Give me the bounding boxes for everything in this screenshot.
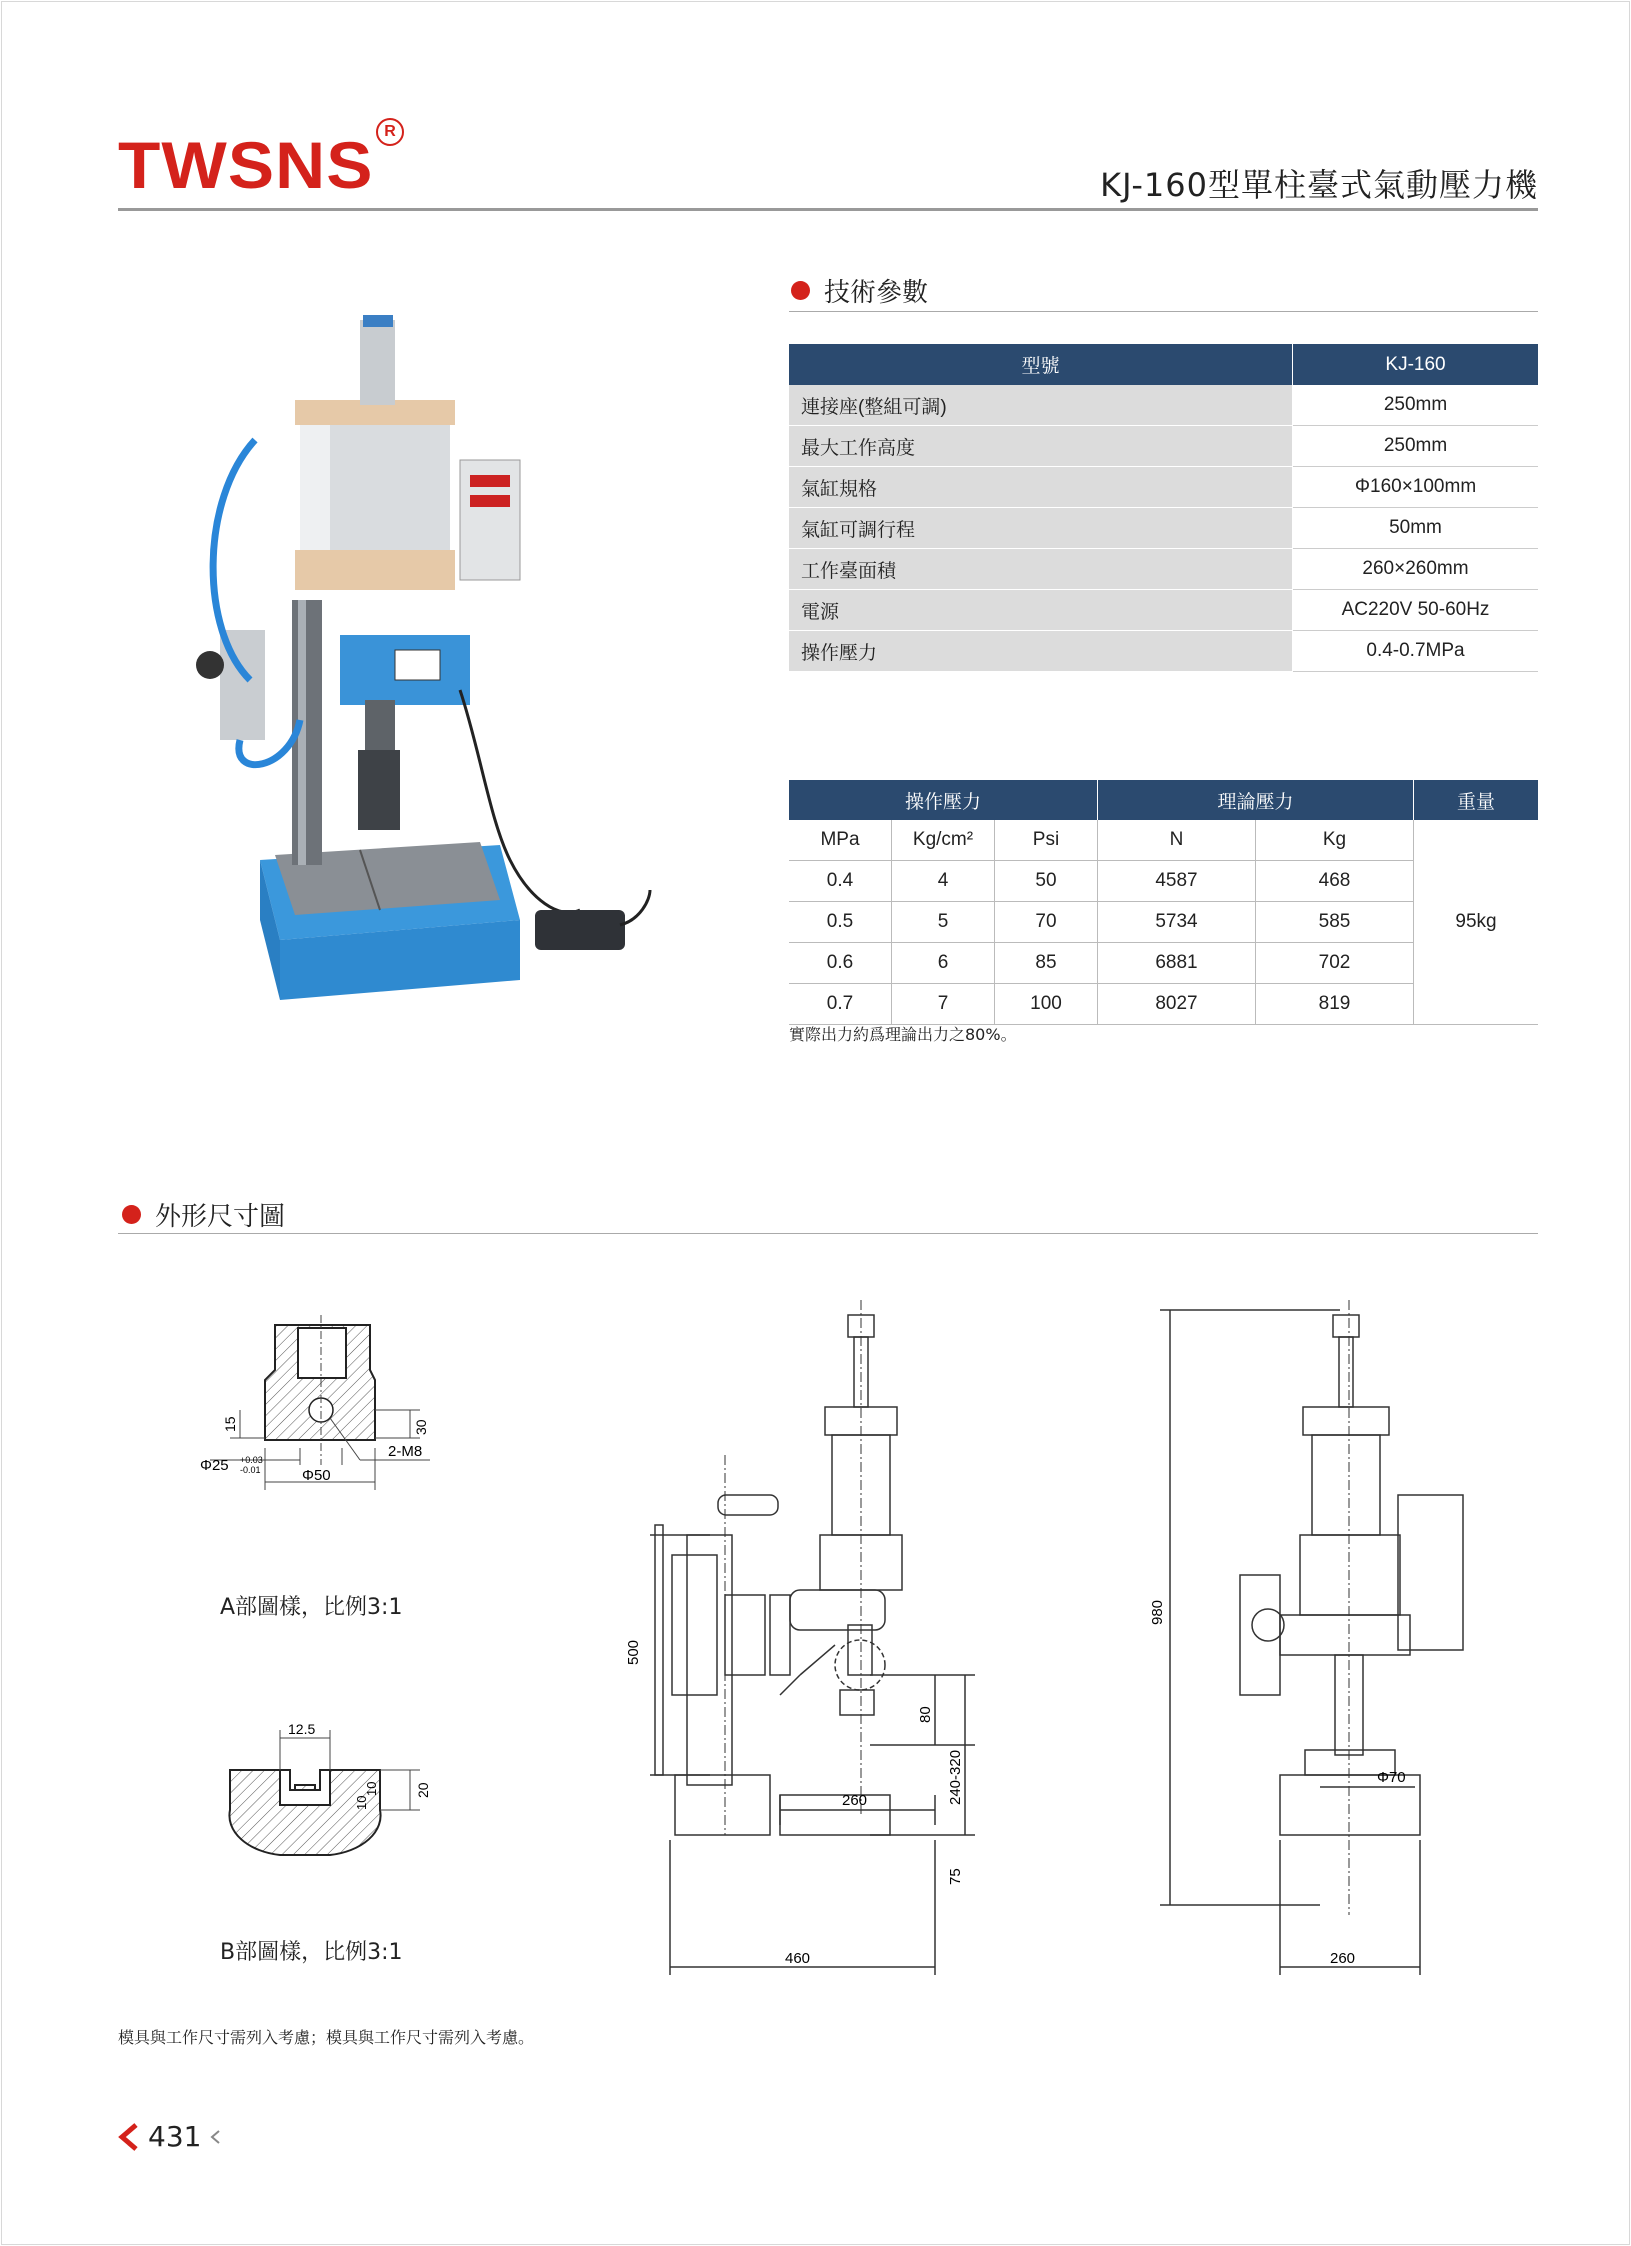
spec-label: 氣缸規格: [789, 467, 1293, 508]
dim-label: 12.5: [288, 1721, 316, 1737]
section-divider: [118, 1233, 1538, 1234]
table-row: [789, 590, 1538, 631]
table-cell: 4: [892, 861, 995, 902]
table-cell: 100: [995, 984, 1098, 1025]
header-divider: [118, 208, 1538, 211]
table-row: [789, 631, 1538, 672]
table-row: [789, 467, 1538, 508]
spec-label: 工作臺面積: [789, 549, 1293, 590]
table-row: [789, 549, 1538, 590]
table-row: [789, 385, 1538, 426]
table-cell: 0.4: [789, 861, 892, 902]
dim-label: -0.01: [240, 1465, 261, 1475]
table-row: [789, 426, 1538, 467]
dim-label: 500: [625, 1639, 642, 1665]
table-cell: 6881: [1098, 943, 1256, 984]
table-cell: 7: [892, 984, 995, 1025]
spec-label: 最大工作高度: [789, 426, 1293, 467]
dim-label: 260: [1330, 1950, 1356, 1967]
header-theoretical-force: 理論壓力: [1098, 780, 1414, 820]
table-cell: 6: [892, 943, 995, 984]
dim-label: 15: [222, 1416, 238, 1432]
section-title: 外形尺寸圖: [155, 1202, 286, 1232]
page-title: KJ-160型單柱臺式氣動壓力機: [1100, 166, 1538, 204]
table-cell: 70: [995, 902, 1098, 943]
dim-label: 80: [917, 1706, 934, 1723]
dim-label: 980: [1149, 1599, 1166, 1625]
detail-b-caption: B部圖樣，比例3:1: [220, 1940, 403, 1965]
dim-label: 10: [354, 1795, 369, 1810]
spec-value: AC220V 50-60Hz: [1293, 590, 1539, 631]
dim-label: 240-320: [947, 1749, 964, 1805]
weight-cell: 95kg: [1414, 820, 1539, 1025]
header-operating-pressure: 操作壓力: [789, 780, 1098, 820]
dim-label: 30: [413, 1419, 429, 1435]
pressure-note: 實際出力約爲理論出力之80%。: [789, 1025, 1017, 1044]
unit-cell: Psi: [995, 820, 1098, 861]
section-title: 技術參數: [824, 278, 929, 308]
section-divider: [789, 311, 1538, 312]
spec-value: 260×260mm: [1293, 549, 1539, 590]
detail-a-drawing: [190, 1310, 450, 1560]
table-cell: 85: [995, 943, 1098, 984]
dim-label: 75: [947, 1868, 964, 1885]
brand-logo: TWSNS: [118, 128, 374, 202]
table-cell: 0.7: [789, 984, 892, 1025]
dim-label: 20: [415, 1782, 431, 1798]
spec-label: 操作壓力: [789, 631, 1293, 672]
unit-row: [789, 820, 1538, 861]
footer-note: 模具與工作尺寸需列入考慮；模具與工作尺寸需列入考慮。: [118, 2028, 535, 2047]
unit-cell: Kg: [1256, 820, 1414, 861]
table-cell: 468: [1256, 861, 1414, 902]
registered-mark-icon: R: [376, 118, 404, 146]
dim-label: 10: [364, 1781, 379, 1796]
side-view-drawing: [1140, 1295, 1500, 1995]
table-cell: 4587: [1098, 861, 1256, 902]
pressure-group-header-row: [789, 780, 1538, 820]
table-cell: 8027: [1098, 984, 1256, 1025]
detail-b-drawing: [200, 1710, 440, 1870]
table-cell: 585: [1256, 902, 1414, 943]
spec-label: 氣缸可調行程: [789, 508, 1293, 549]
spec-header-model: 型號: [789, 344, 1293, 385]
chevron-left-icon: [118, 2123, 140, 2151]
spec-label: 連接座(整組可調): [789, 385, 1293, 426]
dim-label: 260: [842, 1792, 868, 1809]
front-view-drawing: [620, 1295, 1000, 1985]
pressure-table: [789, 780, 1538, 1025]
dim-label: +0.03: [240, 1455, 263, 1465]
dim-label: Φ50: [302, 1467, 331, 1484]
dim-label: 2-M8: [388, 1443, 423, 1460]
dim-label: Φ25: [200, 1457, 229, 1474]
chevron-left-small-icon: [209, 2129, 221, 2145]
page-number: [118, 2120, 221, 2153]
table-cell: 5: [892, 902, 995, 943]
table-cell: 702: [1256, 943, 1414, 984]
dim-label: 460: [785, 1950, 811, 1967]
table-cell: 0.6: [789, 943, 892, 984]
unit-cell: Kg/cm²: [892, 820, 995, 861]
table-cell: 5734: [1098, 902, 1256, 943]
spec-value: Φ160×100mm: [1293, 467, 1539, 508]
dim-label: Φ70: [1377, 1769, 1406, 1786]
spec-label: 電源: [789, 590, 1293, 631]
table-cell: 50: [995, 861, 1098, 902]
spec-table: [789, 344, 1538, 672]
table-cell: 0.5: [789, 902, 892, 943]
spec-value: 50mm: [1293, 508, 1539, 549]
section-heading-dimensions: [122, 1196, 285, 1233]
spec-header-row: [789, 344, 1538, 385]
header-weight: 重量: [1414, 780, 1539, 820]
spec-header-value: KJ-160: [1293, 344, 1539, 385]
unit-cell: N: [1098, 820, 1256, 861]
spec-value: 250mm: [1293, 385, 1539, 426]
spec-value: 0.4-0.7MPa: [1293, 631, 1539, 672]
machine-photo: [180, 300, 700, 1020]
unit-cell: MPa: [789, 820, 892, 861]
bullet-dot-icon: [122, 1205, 141, 1224]
table-cell: 819: [1256, 984, 1414, 1025]
table-row: [789, 508, 1538, 549]
section-heading-tech: [791, 272, 928, 309]
spec-value: 250mm: [1293, 426, 1539, 467]
detail-a-caption: A部圖樣，比例3:1: [220, 1595, 403, 1620]
page-number-text: 431: [148, 2120, 202, 2153]
bullet-dot-icon: [791, 281, 810, 300]
